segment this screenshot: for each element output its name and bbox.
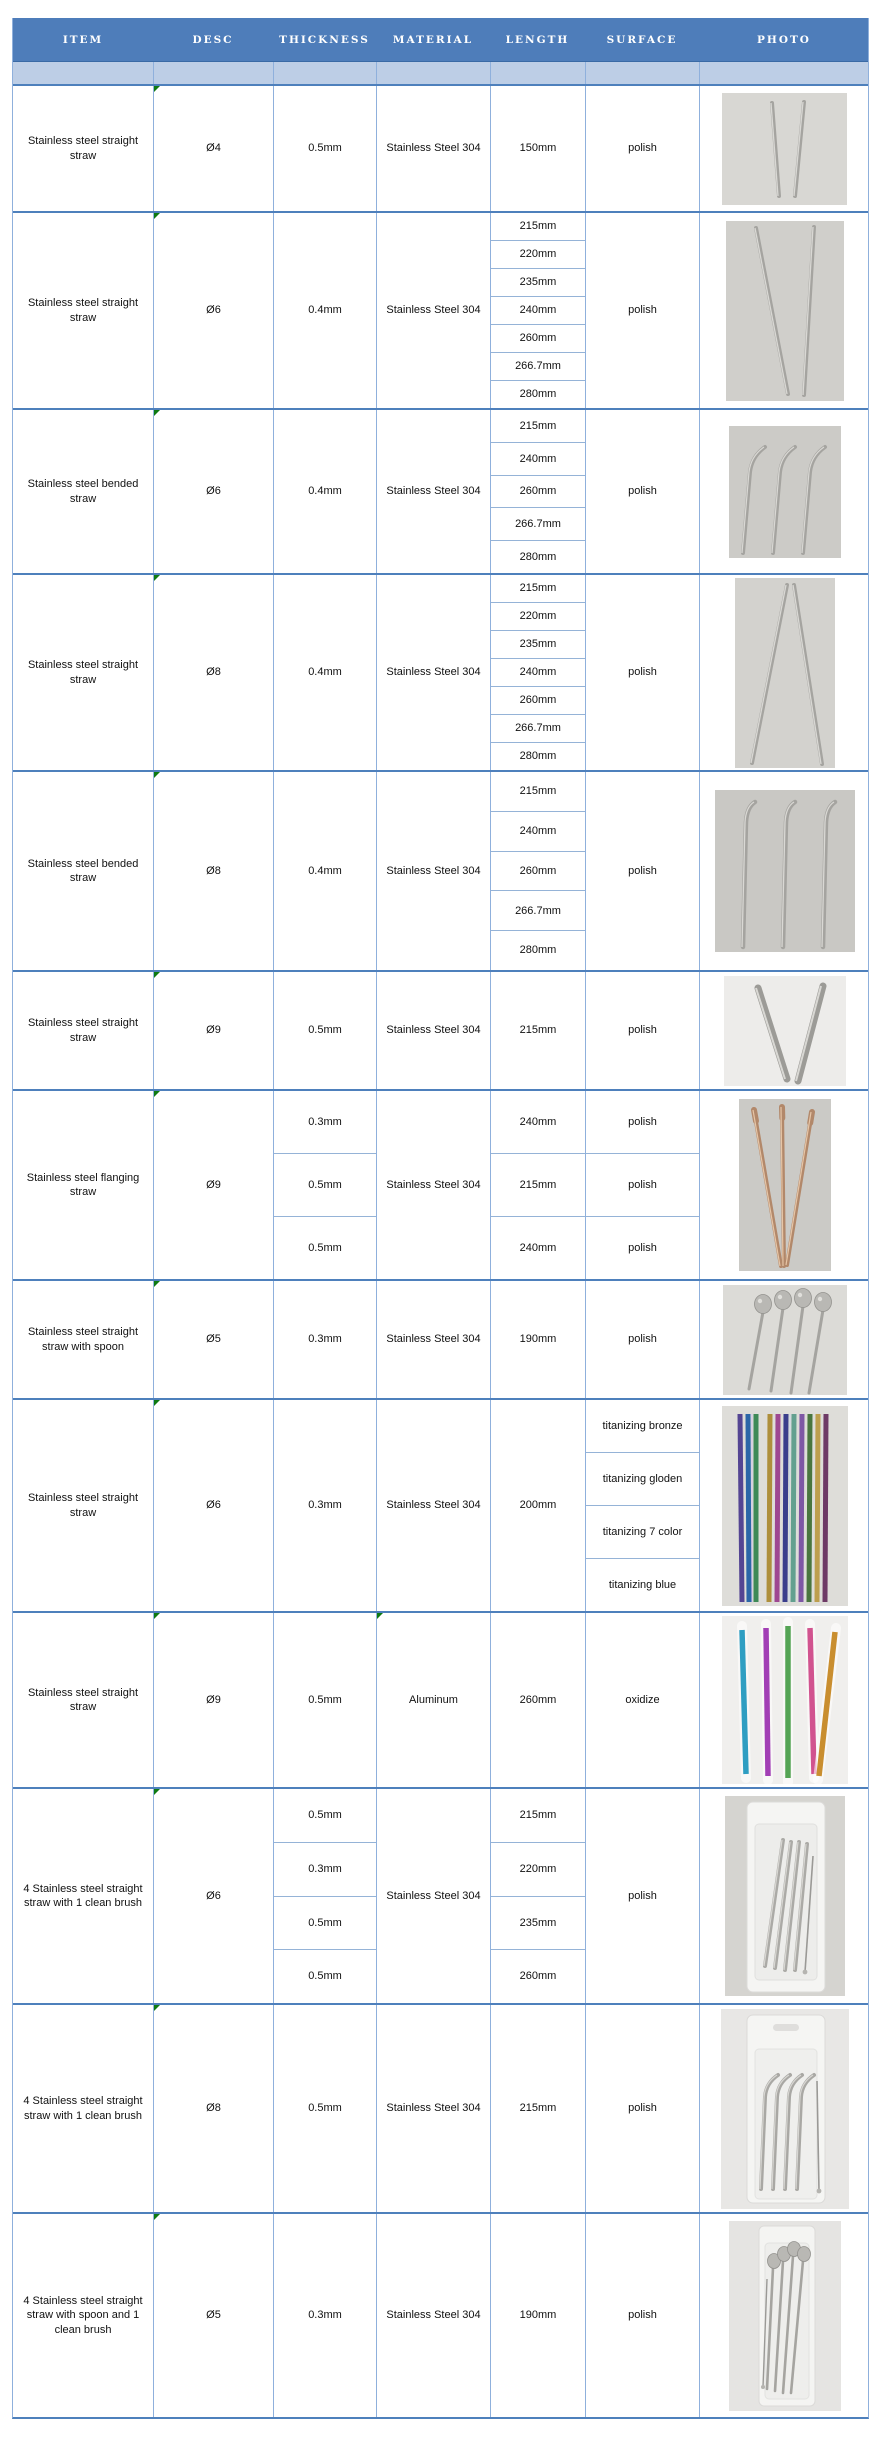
desc-value: Ø8 [206, 2102, 221, 2115]
product-photo[interactable] [715, 790, 855, 952]
spoon-straw-pack-image [729, 2221, 841, 2411]
cell-material[interactable]: Stainless Steel 304 [376, 1789, 490, 2003]
length-option[interactable]: 240mm [491, 296, 585, 324]
spacer-cell[interactable] [376, 62, 490, 84]
length-option[interactable]: 260mm [491, 475, 585, 508]
desc-value: Ø4 [206, 142, 221, 155]
cell-material[interactable]: Stainless Steel 304 [376, 2214, 490, 2417]
product-photo[interactable] [722, 93, 847, 205]
table-row [13, 84, 868, 211]
table-row [13, 1787, 868, 2003]
product-photo[interactable] [722, 1616, 848, 1784]
product-photo[interactable] [721, 2009, 849, 2209]
length-option[interactable]: 240mm [519, 1115, 557, 1128]
cell-item[interactable]: Stainless steel flanging straw [26, 1171, 140, 1198]
table-row [13, 211, 868, 408]
length-option[interactable]: 215mm [519, 582, 557, 595]
cell-thickness[interactable]: 0.4mm [273, 213, 376, 408]
table-row [13, 408, 868, 573]
cell-length [490, 410, 585, 573]
error-flag-icon [154, 972, 160, 978]
cell-photo[interactable] [699, 972, 869, 1089]
blister-pack-image [725, 1796, 845, 1996]
length-option[interactable]: 220mm [491, 602, 585, 630]
desc-value: Ø9 [206, 1024, 221, 1037]
error-flag-icon [154, 1400, 160, 1406]
length-option[interactable]: 260mm [491, 1949, 585, 2003]
cell-photo[interactable] [699, 772, 869, 970]
cell-item[interactable]: Stainless steel straight straw [27, 297, 139, 324]
cell-item[interactable]: Stainless steel straight straw [27, 659, 139, 686]
product-photo[interactable] [722, 1406, 848, 1606]
cell-desc[interactable] [153, 575, 273, 770]
desc-value: Ø6 [206, 1889, 221, 1902]
length-option[interactable]: 215mm [491, 1153, 585, 1216]
error-flag-icon [154, 575, 160, 581]
column-header-photo[interactable]: PHOTO [757, 33, 811, 46]
error-flag-icon [154, 213, 160, 219]
cell-photo[interactable] [699, 575, 869, 770]
straight-straws-image [726, 221, 844, 401]
cell-photo[interactable] [699, 410, 869, 573]
table-row [13, 970, 868, 1089]
cell-item[interactable]: 4 Stainless steel straight straw with 1 clean brush [23, 2095, 143, 2122]
cell-length[interactable]: 190mm [490, 1281, 585, 1398]
cell-surface[interactable]: polish [585, 2214, 699, 2417]
cell-surface [585, 1400, 699, 1611]
product-photo[interactable] [729, 2221, 841, 2411]
cell-material[interactable]: Stainless Steel 304 [376, 772, 490, 970]
cell-photo[interactable] [699, 1400, 869, 1611]
length-option[interactable]: 280mm [491, 380, 585, 408]
table-row [13, 2212, 868, 2417]
error-flag-icon [154, 86, 160, 92]
table-row [13, 1279, 868, 1398]
length-option[interactable]: 266.7mm [491, 890, 585, 930]
cell-photo[interactable] [699, 1091, 869, 1279]
column-header-length[interactable]: LENGTH [505, 33, 570, 46]
cell-desc[interactable] [153, 1789, 273, 2003]
cell-material[interactable] [376, 1613, 490, 1787]
cell-material[interactable]: Stainless Steel 304 [376, 213, 490, 408]
cell-length[interactable]: 190mm [490, 2214, 585, 2417]
error-flag-icon [154, 772, 160, 778]
cell-item[interactable]: Stainless steel bended straw [27, 857, 139, 884]
error-flag-icon [154, 1789, 160, 1795]
surface-option[interactable]: polish [628, 1115, 657, 1128]
cell-desc[interactable] [153, 772, 273, 970]
cell-material[interactable]: Stainless Steel 304 [376, 1091, 490, 1279]
desc-value: Ø8 [206, 666, 221, 679]
cell-length[interactable]: 200mm [490, 1400, 585, 1611]
cell-material[interactable]: Stainless Steel 304 [376, 86, 490, 211]
cell-thickness [273, 1789, 376, 2003]
cell-item[interactable]: 4 Stainless steel straight straw with 1 clean brush [23, 1882, 143, 1909]
material-value: Aluminum [409, 1693, 458, 1706]
cell-surface[interactable]: polish [585, 972, 699, 1089]
cell-material[interactable]: Stainless Steel 304 [376, 575, 490, 770]
cell-surface[interactable]: polish [585, 772, 699, 970]
cell-item[interactable]: Stainless steel straight straw [27, 1017, 139, 1044]
surface-option[interactable]: titanizing gloden [586, 1452, 699, 1505]
thickness-option[interactable]: 0.3mm [274, 1842, 376, 1896]
spacer-row [13, 62, 868, 84]
spacer-cell[interactable] [699, 62, 869, 84]
length-option[interactable]: 260mm [491, 686, 585, 714]
cell-thickness[interactable]: 0.3mm [273, 1281, 376, 1398]
length-option[interactable]: 240mm [491, 1216, 585, 1279]
cell-thickness[interactable]: 0.5mm [273, 86, 376, 211]
cell-thickness[interactable]: 0.4mm [273, 772, 376, 970]
cell-length [490, 1789, 585, 2003]
product-photo[interactable] [729, 426, 841, 558]
cell-surface[interactable]: polish [585, 1281, 699, 1398]
table-row [13, 2003, 868, 2212]
length-option[interactable]: 240mm [491, 658, 585, 686]
length-option[interactable]: 215mm [519, 220, 557, 233]
length-option[interactable]: 235mm [491, 630, 585, 658]
product-photo[interactable] [723, 1285, 847, 1395]
cell-photo[interactable] [699, 2005, 869, 2212]
error-flag-icon [154, 410, 160, 416]
thickness-option[interactable]: 0.5mm [308, 1809, 342, 1822]
cell-length[interactable]: 215mm [490, 972, 585, 1089]
thickness-option[interactable]: 0.5mm [274, 1216, 376, 1279]
length-option[interactable]: 266.7mm [491, 714, 585, 742]
cell-material[interactable]: Stainless Steel 304 [376, 1400, 490, 1611]
cell-material[interactable]: Stainless Steel 304 [376, 410, 490, 573]
cell-desc[interactable] [153, 2005, 273, 2212]
cell-desc[interactable] [153, 2214, 273, 2417]
cell-thickness[interactable]: 0.4mm [273, 410, 376, 573]
cell-material[interactable]: Stainless Steel 304 [376, 972, 490, 1089]
product-photo[interactable] [735, 578, 835, 768]
cell-surface[interactable]: oxidize [585, 1613, 699, 1787]
length-option[interactable]: 280mm [491, 540, 585, 573]
desc-value: Ø6 [206, 485, 221, 498]
straight-straws-image [724, 976, 846, 1086]
surface-option[interactable]: titanizing blue [586, 1558, 699, 1611]
cell-photo[interactable] [699, 1613, 869, 1787]
cell-photo[interactable] [699, 1281, 869, 1398]
straight-straws-image [735, 578, 835, 768]
cell-desc[interactable] [153, 972, 273, 1089]
cell-desc[interactable] [153, 1281, 273, 1398]
cell-thickness[interactable]: 0.5mm [273, 972, 376, 1089]
column-header-surface[interactable]: SURFACE [606, 33, 678, 46]
error-flag-icon [154, 2005, 160, 2011]
error-flag-icon [377, 1613, 383, 1619]
cell-desc[interactable] [153, 1400, 273, 1611]
cell-thickness[interactable]: 0.3mm [273, 2214, 376, 2417]
length-option[interactable]: 240mm [491, 442, 585, 475]
cell-material[interactable]: Stainless Steel 304 [376, 1281, 490, 1398]
blister-pack-image [721, 2009, 849, 2209]
cell-length [490, 213, 585, 408]
desc-value: Ø9 [206, 1178, 221, 1191]
spec-table [12, 18, 869, 2419]
cell-thickness[interactable]: 0.5mm [273, 1613, 376, 1787]
cell-item[interactable]: 4 Stainless steel straight straw with spoon and 1 clean brush [23, 2295, 143, 2336]
cell-item[interactable]: Stainless steel straight straw [27, 1492, 139, 1519]
thickness-option[interactable]: 0.5mm [274, 1153, 376, 1216]
desc-value: Ø8 [206, 864, 221, 877]
thickness-option[interactable]: 0.5mm [274, 1896, 376, 1950]
column-header-row [13, 18, 868, 62]
cell-thickness[interactable]: 0.4mm [273, 575, 376, 770]
cell-surface[interactable]: polish [585, 1789, 699, 2003]
spacer-cell[interactable] [273, 62, 376, 84]
cell-thickness[interactable]: 0.5mm [273, 2005, 376, 2212]
cell-surface[interactable]: polish [585, 410, 699, 573]
desc-value: Ø9 [206, 1693, 221, 1706]
cell-desc[interactable] [153, 213, 273, 408]
product-photo[interactable] [726, 221, 844, 401]
length-option[interactable]: 215mm [519, 419, 557, 432]
table-row [13, 1611, 868, 1787]
spacer-cell[interactable] [585, 62, 699, 84]
cell-surface[interactable]: polish [585, 575, 699, 770]
straight-straws-image [722, 93, 847, 205]
spoon-straws-image [723, 1285, 847, 1395]
product-photo[interactable] [724, 976, 846, 1086]
error-flag-icon [154, 1091, 160, 1097]
cell-desc[interactable] [153, 410, 273, 573]
cell-surface[interactable]: polish [585, 86, 699, 211]
column-header-material[interactable]: MATERIAL [392, 33, 474, 46]
desc-value: Ø5 [206, 2309, 221, 2322]
cell-item[interactable]: Stainless steel straight straw [27, 135, 139, 162]
cell-item[interactable]: Stainless steel straight straw [27, 1686, 139, 1713]
length-option[interactable]: 215mm [519, 785, 557, 798]
length-option[interactable]: 266.7mm [491, 507, 585, 540]
length-option[interactable]: 240mm [491, 811, 585, 851]
bent-straws-image [729, 426, 841, 558]
length-option[interactable]: 215mm [519, 1809, 557, 1822]
cell-surface[interactable]: polish [585, 2005, 699, 2212]
desc-value: Ø5 [206, 1333, 221, 1346]
desc-value: Ø6 [206, 1499, 221, 1512]
error-flag-icon [154, 2214, 160, 2220]
spacer-cell[interactable] [490, 62, 585, 84]
cell-length [490, 772, 585, 970]
cell-photo[interactable] [699, 2214, 869, 2417]
surface-option[interactable]: polish [586, 1153, 699, 1216]
cell-photo[interactable] [699, 213, 869, 408]
desc-value: Ø6 [206, 304, 221, 317]
length-option[interactable]: 260mm [491, 851, 585, 891]
cell-length[interactable]: 215mm [490, 2005, 585, 2212]
column-header-thickness[interactable]: THICKNESS [279, 33, 370, 46]
cell-desc[interactable] [153, 86, 273, 211]
length-option[interactable]: 280mm [491, 930, 585, 970]
cell-length [490, 1091, 585, 1279]
bent-straws-image [715, 790, 855, 952]
cell-length [490, 575, 585, 770]
error-flag-icon [154, 1281, 160, 1287]
cell-photo[interactable] [699, 1789, 869, 2003]
cell-material[interactable]: Stainless Steel 304 [376, 2005, 490, 2212]
column-header-item[interactable]: ITEM [62, 33, 104, 46]
column-header-desc[interactable]: DESC [192, 33, 234, 46]
spacer-cell[interactable] [153, 62, 273, 84]
length-option[interactable]: 235mm [491, 268, 585, 296]
length-option[interactable]: 280mm [491, 742, 585, 770]
cell-surface [585, 1091, 699, 1279]
cell-desc[interactable] [153, 1091, 273, 1279]
cell-surface[interactable]: polish [585, 213, 699, 408]
table-row [13, 1398, 868, 1611]
table-row [13, 1089, 868, 1279]
length-option[interactable]: 260mm [491, 324, 585, 352]
cell-thickness [273, 1091, 376, 1279]
spacer-cell[interactable] [13, 62, 153, 84]
cell-length[interactable]: 150mm [490, 86, 585, 211]
table-row [13, 573, 868, 770]
cell-desc[interactable] [153, 1613, 273, 1787]
length-option[interactable]: 235mm [491, 1896, 585, 1950]
surface-option[interactable]: titanizing 7 color [586, 1505, 699, 1558]
rainbow-straws-image [722, 1406, 848, 1606]
surface-option[interactable]: polish [586, 1216, 699, 1279]
length-option[interactable]: 220mm [491, 240, 585, 268]
colored-straws-image [722, 1616, 848, 1784]
cell-item[interactable]: Stainless steel bended straw [27, 478, 139, 505]
cell-photo[interactable] [699, 86, 869, 211]
product-photo[interactable] [725, 1796, 845, 1996]
cell-length[interactable]: 260mm [490, 1613, 585, 1787]
error-flag-icon [154, 1613, 160, 1619]
length-option[interactable]: 220mm [491, 1842, 585, 1896]
length-option[interactable]: 266.7mm [491, 352, 585, 380]
thickness-option[interactable]: 0.3mm [308, 1115, 342, 1128]
table-row [13, 770, 868, 970]
surface-option[interactable]: titanizing bronze [602, 1419, 683, 1432]
cell-thickness[interactable]: 0.3mm [273, 1400, 376, 1611]
thickness-option[interactable]: 0.5mm [274, 1949, 376, 2003]
cell-item[interactable]: Stainless steel straight straw with spoon [27, 1326, 139, 1353]
product-photo[interactable] [739, 1099, 831, 1271]
flanging-straws-image [739, 1099, 831, 1271]
